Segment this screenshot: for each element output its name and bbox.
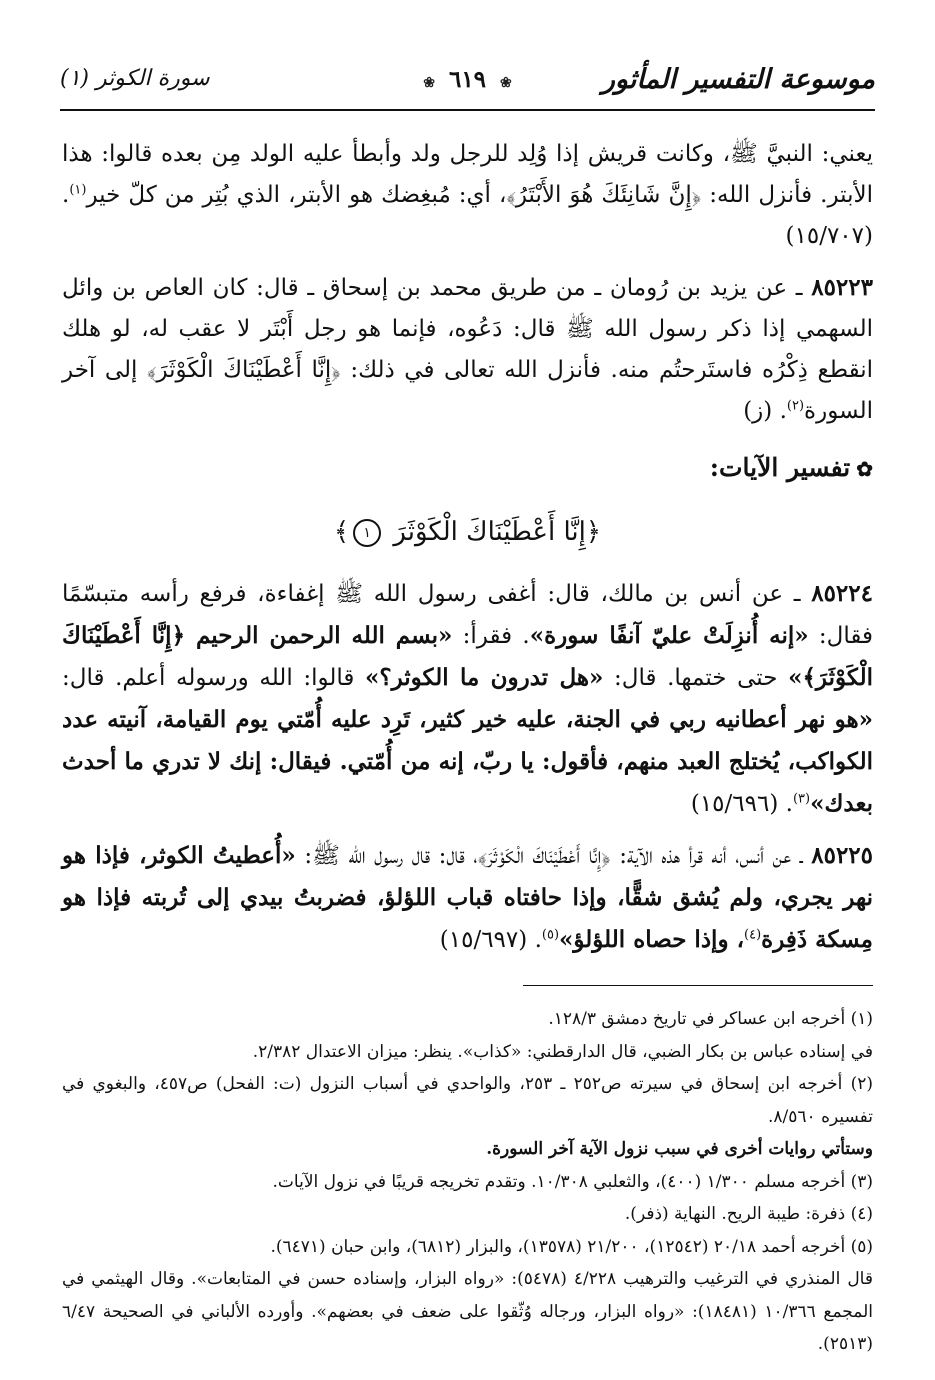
header-divider	[60, 109, 875, 111]
footnote-item: (١) أخرجه ابن عساكر في تاريخ دمشق ١٢٨/٣.	[548, 1009, 873, 1029]
footnote-marker: (٢)	[786, 398, 805, 414]
narration-85225	[62, 835, 873, 961]
main-text	[62, 134, 873, 971]
flower-icon: ✿	[856, 457, 873, 481]
footnote-item: (٣) أخرجه مسلم ١/٣٠٠ (٤٠٠)، والثعلبي ١٠/٣٠٨. وتقدم تخريجه قريبًا في نزول الآيات.	[272, 1171, 873, 1192]
narration-85223	[62, 267, 873, 432]
verse-text: إِنَّا أَعْطَيْنَاكَ الْكَوْثَرَ	[393, 517, 586, 547]
hadith-text: «إنه أُنزِلَتْ عليّ آنفًا سورة»	[529, 622, 809, 649]
narration-text: حتى ختمها. قال:	[603, 665, 789, 691]
narration-85224	[62, 573, 873, 825]
footnote-marker: (٥)	[541, 927, 560, 943]
page-number-group	[417, 66, 518, 93]
footnote-item: وستأتي روايات أخرى في سبب نزول الآية آخر السورة.	[486, 1139, 873, 1159]
footnote-item: قال المنذري في الترغيب والترهيب ٤/٢٢٨ (٥٤٧٨): «رواه البزار، وإسناده حسن في المتابعات». وقال الهيثمي في المجمع ١٠/٣٦٦ (١٨٤٨١): «رواه البزار، ورجاله وُثّقوا على ضعف في بعضهم». وأورده الألباني في الصحيحة ٦/٤٧ (٢٥١٣).	[62, 1269, 873, 1354]
hadith-text: «هل تدرون ما الكوثر؟»	[364, 664, 604, 691]
footnote-item: (٢) أخرجه ابن إسحاق في سيرته ص٢٥٢ ـ ٢٥٣، والواحدي في أسباب النزول (ت: الفحل) ص٤٥٧، والبغوي في تفسيره ٨/٥٦٠.	[62, 1074, 874, 1127]
paragraph-ref: . (١٥/٧٠٧)	[62, 182, 873, 249]
paragraph-text: ـ عن يزيد بن رُومان ـ من طريق محمد بن إسحاق ـ قال: كان العاص بن وائل السهمي إذا ذكر رسول الله ﷺ قال: دَعُوه، فإنما هو رجل أَبْتَر لا عقب له، لو هلك انقطع ذِكْرُه فاستَرحتُم منه. فأنزل الله تعالى في ذلك: ﴿إِنَّا أَعْطَيْنَاكَ الْكَوْثَرَ﴾ إلى آخر السورة	[62, 275, 874, 424]
footnote-marker: (١)	[69, 182, 87, 198]
hadith-text: «هو نهر أعطانيه ربي في الجنة، عليه خير كثير، تَرِد عليه أُمّتي يوم القيامة، آنيته عدد الكواكب، يُختلج العبد منهم، فأقول: يا ربّ، إنه من أُمّتي. فيقال: إنك لا تدري ما أحدث بعدك»	[62, 706, 873, 817]
ayah-number-icon: ١	[353, 519, 381, 547]
paragraph-ref: . (١٥/٦٩٦)	[690, 791, 793, 817]
footnotes	[62, 1003, 873, 1361]
verse-open-bracket: ﴿	[585, 517, 602, 547]
paragraph-continuation	[62, 134, 873, 257]
section-heading	[62, 448, 873, 489]
book-title: موسوعة التفسير المأثور	[601, 64, 875, 95]
ornament-icon: ❀	[423, 75, 435, 91]
footnote-marker: (٣)	[792, 791, 811, 807]
narration-number: ٨٥٢٢٥	[811, 842, 874, 869]
paragraph-ref: . (١٥/٦٩٧)	[439, 927, 542, 953]
paragraph-ref: . (ز)	[743, 398, 787, 424]
page-number: ٦١٩	[448, 66, 487, 93]
narration-text: قالوا: الله ورسوله أعلم. قال:	[62, 665, 365, 691]
footnote-item: (٤) ذفرة: طيبة الريح. النهاية (ذفر).	[624, 1204, 873, 1224]
footnote-divider	[523, 985, 873, 986]
footnote-item: (٥) أخرجه أحمد ٢٠/١٨ (١٢٥٤٢)، ٢١/٢٠٠ (١٣٥٧٨)، والبزار (٦٨١٢)، وابن حبان (٦٤٧١).	[270, 1236, 873, 1257]
narration-number: ٨٥٢٢٣	[811, 274, 873, 301]
narration-text: . فقرأ:	[452, 623, 530, 649]
section-title: تفسير الآيات:	[709, 453, 851, 482]
narration-number: ٨٥٢٢٤	[811, 580, 873, 607]
ornament-icon: ❀	[500, 75, 512, 91]
footnote-item: في إسناده عباس بن بكار الضبي، قال الدارقطني: «كذاب». ينظر: ميزان الاعتدال ٢/٣٨٢.	[252, 1041, 873, 1062]
hadith-text: ، وإذا حصاه اللؤلؤ»	[559, 926, 744, 953]
narration-text: ـ عن أنس، أنه قرأ هذه الآية: ﴿إِنَّا أَعْطَيْنَاكَ الْكَوْثَرَ﴾، قال: قال رسول الله ﷺ:	[295, 843, 812, 869]
narration-text: ـ عن أنس بن مالك، قال: أغفى رسول الله ﷺ إغفاءة، فرفع رأسه متبسّمًا فقال:	[62, 581, 873, 649]
hadith-text: «بسم الله الرحمن الرحيم ﴿إِنَّا أَعْطَيْنَاكَ الْكَوْثَرَ﴾»	[62, 622, 873, 691]
running-header	[60, 62, 875, 102]
footnote-marker: (٤)	[744, 927, 762, 943]
surah-title: سورة الكوثر (١)	[60, 66, 210, 91]
quran-verse	[62, 507, 873, 557]
hadith-text: «أُعطيتُ الكوثر، فإذا هو نهر يجري، ولم يُشق شقًّا، وإذا حافتاه قباب اللؤلؤ، فضربتُ بيدي إلى تُربته فإذا هو مِسكة ذَفِرة	[62, 842, 873, 953]
verse-close-bracket: ﴾	[333, 517, 350, 547]
paragraph-text: يعني: النبيَّ ﷺ، وكانت قريش إذا وُلِد للرجل ولد وأبطأ عليه الولد مِن بعده قالوا: هذا الأبتر. فأنزل الله: ﴿إِنَّ شَانِئَكَ هُوَ الأَبْتَرُ﴾، أي: مُبغِضك هو الأبتر، الذي بُتِر من كلّ خير	[62, 141, 873, 208]
